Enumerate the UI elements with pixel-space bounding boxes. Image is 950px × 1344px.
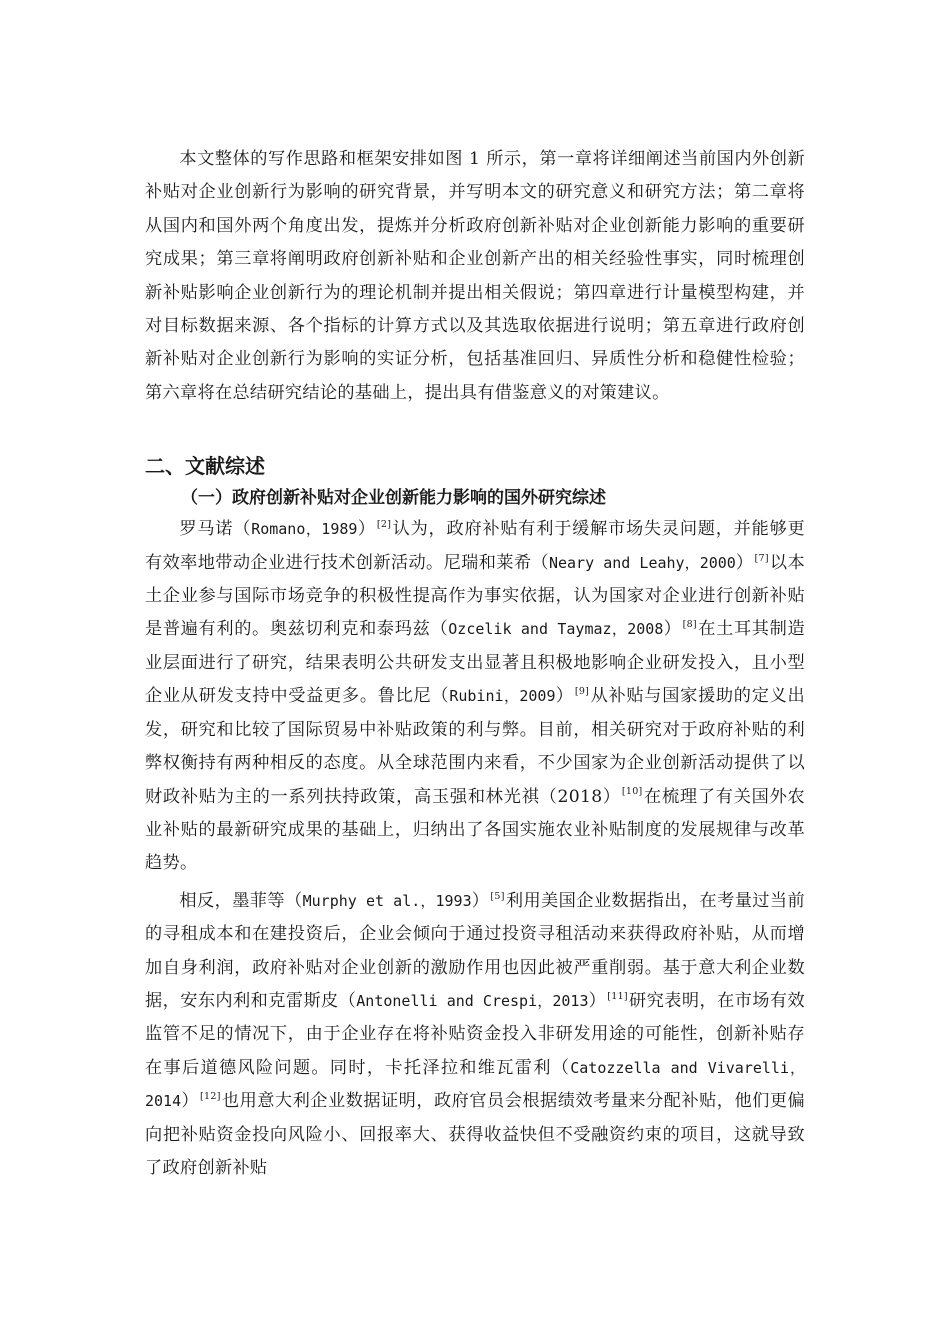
citation-marker: [11] [607,990,628,1002]
text-run: 罗马诺（ [179,519,252,540]
text-run: Rubini，2009 [449,687,556,706]
text-run: ） [555,686,574,707]
text-run: ） [181,1091,199,1112]
citation-marker: [7] [754,552,769,564]
intro-section [145,143,805,410]
citation-marker: [2] [376,519,392,531]
text-run: 也用意大利企业数据证明，政府官员会根据绩效考量来分配补贴，他们更偏向把补贴资金投向风险小、回报率大、获得收益快但不受融资约束的项目，这就导致了政府创新补贴 [145,1091,805,1178]
text-run: ） [471,890,490,911]
text-run: 本文整体的写作思路和框架安排如图 1 所示，第一章将详细阐述当前国内外创新补贴对企业创新行为影响的研究背景，并写明本文的研究意义和研究方法；第二章将从国内和国外两个角度出发，提炼并分析政府创新补贴对企业创新能力影响的重要研究成果；第三章将阐明政府创新补贴和企业创新产出的相关经验性事实，同时梳理创新补贴影响企业创新行为的理论机制并提出相关假说；第四章进行计量模型构建，并对目标数据来源、各个指标的计算方式以及其选取依据进行说明；第五章进行政府创新补贴对企业创新行为影响的实证分析，包括基准回归、异质性分析和稳健性检验；第六章将在总结研究结论的基础上，提出具有借鉴意义的对策建议。 [145,149,805,403]
text-run: ） [588,990,607,1011]
text-run: ） [357,519,376,540]
literature-review-body [145,513,805,1185]
citation-marker: [5] [490,890,505,902]
text-run: 利用美国企业数据指出，在考量过当前的寻租成本和在建投资后，企业会倾向于通过投资寻租活动来获得政府补贴，从而增加自身利润，政府补贴对企业创新的激励作用也因此被严重削弱。基于意大利企业数据，安东内利和克雷斯皮（ [145,890,805,1011]
text-run: 相反，墨菲等（ [179,890,303,911]
text-run: ） [735,552,754,573]
citation-marker: [9] [574,686,590,698]
text-run: 研究表明，在市场有效监管不足的情况下，由于企业存在将补贴资金投入非研发用途的可能性，创新补贴存在事后道德风险问题。同时，卡托泽拉和维瓦雷利（ [145,990,805,1078]
paragraph [145,885,805,1186]
text-run: Ozcelik and Taymaz，2008 [448,620,664,639]
text-run: ） [663,619,682,640]
text-run: Antonelli and Crespi，2013 [356,991,589,1010]
paragraph [145,513,805,880]
citation-marker: [8] [682,619,697,631]
citation-marker: [12] [200,1091,221,1103]
text-run: Neary and Leahy，2000 [548,553,736,572]
text-run: Murphy et al.，1993 [302,891,472,910]
text-run: 从补贴与国家援助的定义出发，研究和比较了国际贸易中补贴政策的利与弊。目前，相关研究对于政府补贴的利弊权衡持有两种相反的态度。从全球范围内来看，不少国家为企业创新活动提供了以财政补贴为主的一系列扶持政策，高玉强和林光祺（2018） [145,686,805,807]
subsection-heading: （一）政府创新补贴对企业创新能力影响的国外研究综述 [181,488,606,509]
text-run: 认为，政府补贴有利于缓解市场失灵问题，并能够更有效率地带动企业进行技术创新活动。尼瑞和莱希（ [145,519,806,573]
text-run: Catozzella and Vivarelli，2014 [145,1058,805,1111]
paragraph [145,143,805,410]
text-run: Romano，1989 [251,520,358,539]
citation-marker: [10] [621,786,643,798]
text-run: 在梳理了有关国外农业补贴的最新研究成果的基础上，归纳出了各国实施农业补贴制度的发展规律与改革趋势。 [145,786,805,874]
section-heading: 二、文献综述 [145,454,265,479]
text-run: 在土耳其制造业层面进行了研究，结果表明公共研发支出显著且积极地影响企业研发投入，且小型企业从研发支持中受益更多。鲁比尼（ [145,619,805,707]
text-run: 以本土企业参与国际市场竞争的积极性提高作为事实依据，认为国家对企业进行创新补贴是普遍有利的。奥兹切利克和泰玛兹（ [145,552,805,640]
